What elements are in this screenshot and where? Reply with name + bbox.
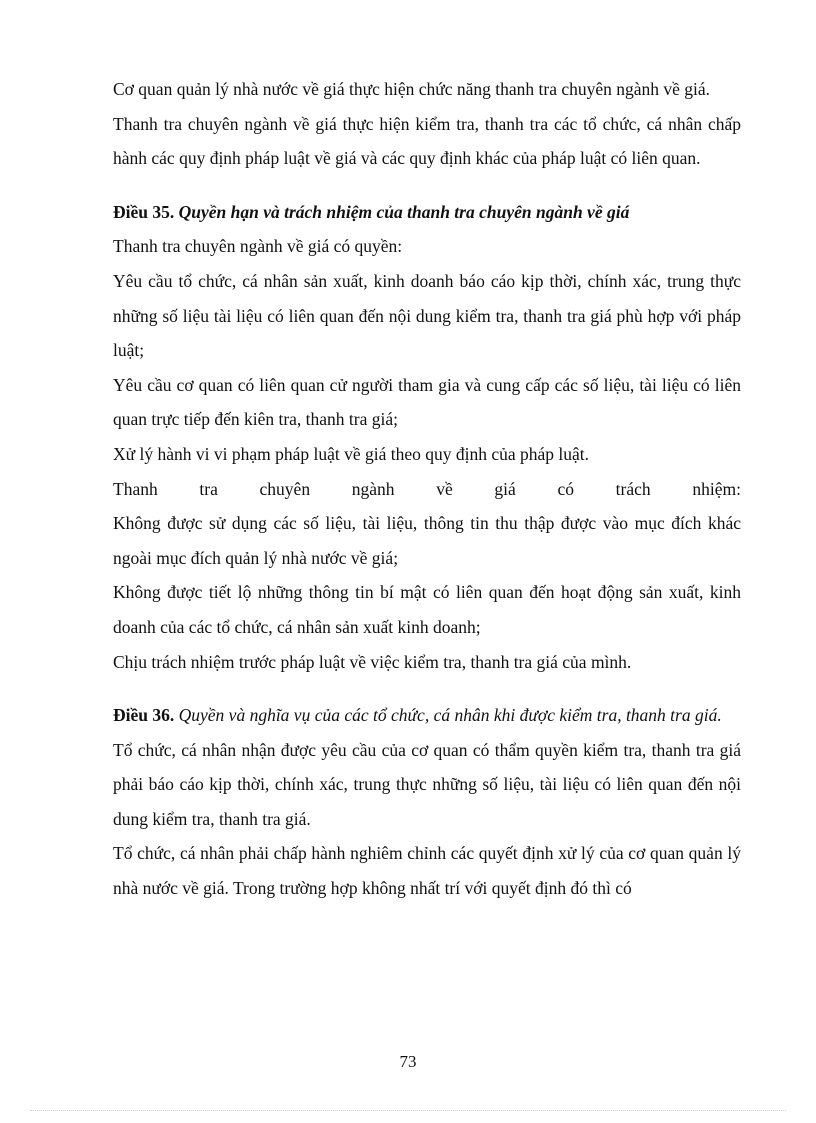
paragraph: Thanh tra chuyên ngành về giá thực hiện kiểm tra, thanh tra các tổ chức, cá nhân chấp hành các quy định pháp luật về giá và các quy định khác của pháp luật có liên quan.: [113, 113, 741, 169]
article-36-title: Quyền và nghĩa vụ của các tổ chức, cá nhân khi được kiểm tra, thanh tra giá.: [178, 705, 722, 726]
page-number: 73: [399, 1052, 417, 1071]
duty-intro-word: có: [557, 478, 574, 499]
duty-intro-word: chuyên: [259, 478, 311, 499]
article-35-label: Điều 35.: [113, 201, 175, 222]
duty-intro-word: về: [436, 478, 453, 499]
article-36-label: Điều 36.: [113, 705, 175, 726]
paragraph: Thanh tra chuyên ngành về giá có quyền:: [113, 236, 403, 257]
paragraph: Không được tiết lộ những thông tin bí mật có liên quan đến hoạt động sản xuất, kinh doanh của các tổ chức, cá nhân sản xuất kinh doanh;: [113, 582, 741, 637]
duty-intro-word: tra: [199, 478, 218, 499]
paragraph: Tổ chức, cá nhân phải chấp hành nghiêm chỉnh các quyết định xử lý của cơ quan quản lý nhà nước về giá. Trong trường hợp không nhất trí với quyết định đó thì có: [113, 843, 741, 899]
paragraph: Xử lý hành vi vi phạm pháp luật về giá theo quy định của pháp luật.: [113, 443, 590, 464]
paragraph: Tổ chức, cá nhân nhận được yêu cầu của cơ quan có thẩm quyền kiểm tra, thanh tra giá phải báo cáo kịp thời, chính xác, trung thực những số liệu, tài liệu có liên quan đến nội dung kiểm tra, thanh tra giá.: [113, 739, 741, 829]
paragraph: Yêu cầu cơ quan có liên quan cử người tham gia và cung cấp các số liệu, tài liệu có liên quan trực tiếp đến kiên tra, thanh tra giá;: [113, 374, 741, 430]
article-35-title: Quyền hạn và trách nhiệm của thanh tra chuyên ngành về giá: [178, 201, 630, 222]
paragraph: Chịu trách nhiệm trước pháp luật về việc kiểm tra, thanh tra giá của mình.: [113, 651, 632, 672]
duty-intro-line: [113, 472, 741, 507]
paragraph: Không được sử dụng các số liệu, tài liệu, thông tin thu thập được vào mục đích khác ngoài mục đích quản lý nhà nước về giá;: [113, 513, 741, 568]
paragraph: Yêu cầu tổ chức, cá nhân sản xuất, kinh doanh báo cáo kịp thời, chính xác, trung thực những số liệu tài liệu có liên quan đến nội dung kiểm tra, thanh tra giá phù hợp với pháp luật;: [113, 270, 741, 361]
article-35-heading: [113, 195, 741, 230]
article-36-heading: [113, 698, 741, 733]
paragraph: Cơ quan quản lý nhà nước về giá thực hiện chức năng thanh tra chuyên ngành về giá.: [113, 79, 711, 99]
duty-intro-word: nhiệm:: [692, 478, 741, 499]
document-body: [113, 72, 741, 906]
duty-intro-word: trách: [615, 478, 651, 499]
duty-intro-word: Thanh: [113, 478, 158, 499]
duty-intro-word: giá: [494, 478, 516, 499]
page-bottom-divider: [30, 1110, 786, 1111]
duty-intro-word: ngành: [351, 478, 395, 499]
